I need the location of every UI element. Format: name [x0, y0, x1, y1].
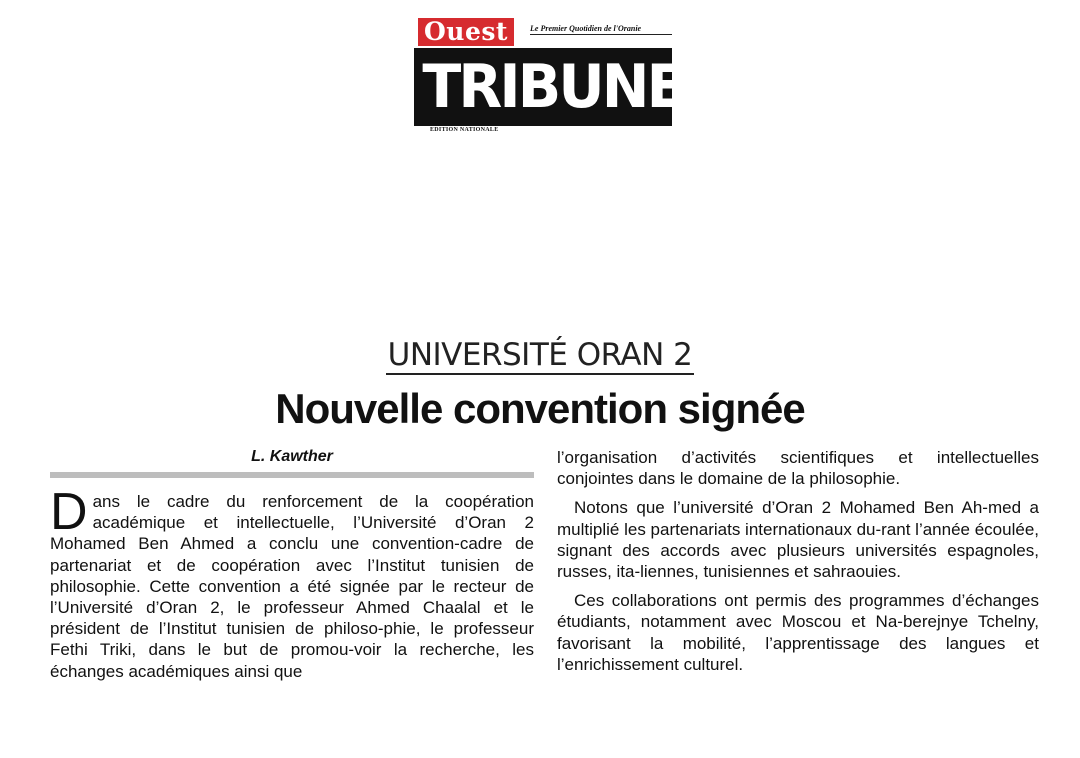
article-paragraph-2: Notons que l’université d’Oran 2 Mohamed Ben Ah-med a multiplié les partenariats internationaux du-rant l’année écoulée, signant des accords avec plusieurs universités espagnoles, russes, ita-liennes, tunisiennes et sahraouies.: [557, 498, 1039, 582]
logo-ouest-label: Ouest: [418, 18, 514, 46]
article-column-left: [50, 483, 534, 682]
article-paragraph-1-continued: l’organisation d’activités scientifiques et intellectuelles conjointes dans le domaine de la philosophie.: [557, 448, 1039, 489]
drop-cap: D: [50, 483, 88, 541]
logo-tagline: Le Premier Quotidien de l'Oranie: [530, 24, 672, 35]
logo-tribune-wordmark: TRIBUNE: [422, 52, 683, 122]
article-paragraph-3: Ces collaborations ont permis des programmes d’échanges étudiants, notamment avec Moscou et Na-berejnye Tchelny, favorisant la mobilité, l’apprentissage des langues et l’enrichissement culturel.: [557, 591, 1039, 674]
newspaper-logo: [412, 16, 683, 134]
paragraph-1-text: ans le cadre du renforcement de la coopération académique et intellectuelle, l’Université d’Oran 2 Mohamed Ben Ahmed a conclu une convention-cadre de partenariat et de coopération avec l’Institut tunisien de philosophie. Cette convention a été signée par le recteur de l’Université d’Oran 2, le professeur Ahmed Chaalal et le président de l’Institut tunisien de philoso-phie, le professeur Fethi Triki, dans le but de promou-voir la recherche, les échanges académiques ainsi que: [50, 492, 534, 681]
logo-black-box: [414, 48, 683, 126]
article-paragraph-1: [50, 483, 534, 682]
article-column-right: [557, 447, 1039, 675]
logo-edition-label: EDITION NATIONALE: [430, 127, 499, 133]
article-kicker: [0, 337, 1080, 375]
article-byline: L. Kawther: [251, 448, 333, 465]
article-headline: Nouvelle convention signée: [275, 385, 805, 432]
byline-divider: [50, 472, 534, 478]
kicker-text: UNIVERSITÉ ORAN 2: [387, 337, 693, 373]
